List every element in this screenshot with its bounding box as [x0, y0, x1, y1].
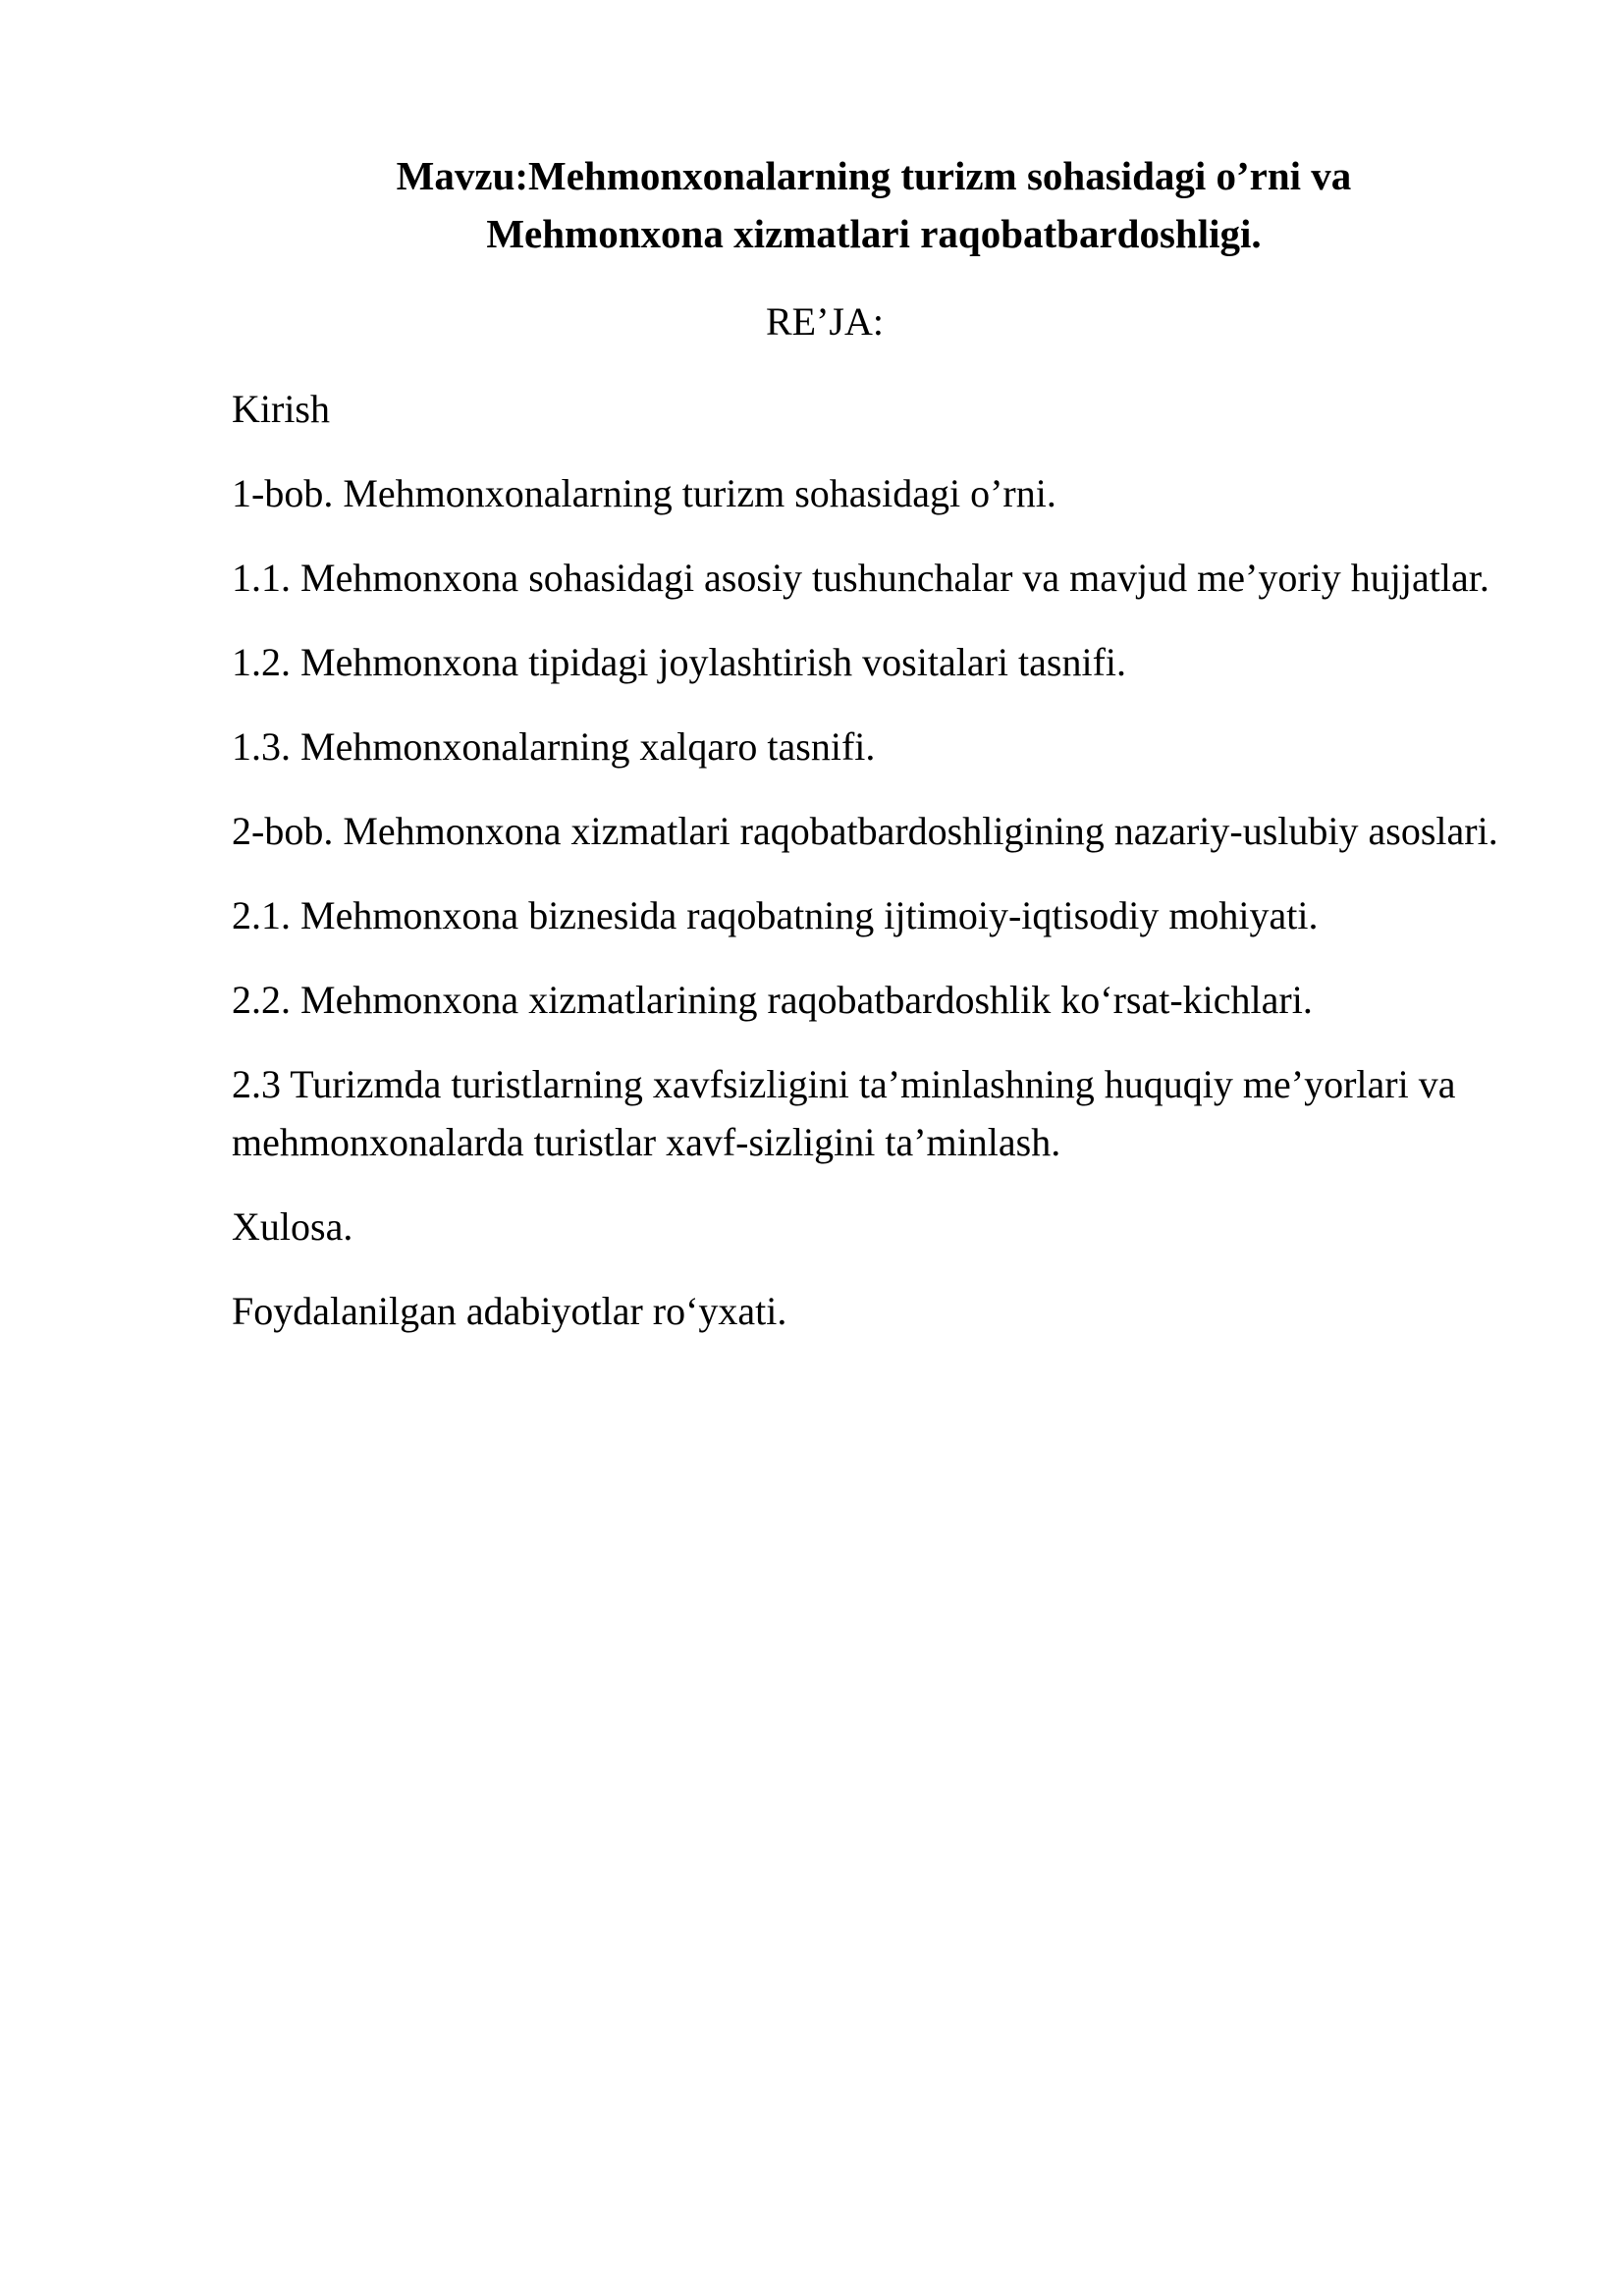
- toc-item-chapter-2: 2-bob. Mehmonxona xizmatlari raqobatbardoshligining nazariy-uslubiy asoslari.: [232, 809, 1498, 853]
- toc-item-2-3: 2.3 Turizmda turistlarning xavfsizligini ta’minlashning huquqiy me’yorlari va mehmonxonalarda turistlar xavf-sizligini ta’minlash.: [232, 1062, 1456, 1164]
- title-line-1: Mavzu:Mehmonxonalarning turizm sohasidagi o’rni va: [396, 153, 1352, 198]
- toc-item-introduction: Kirish: [232, 387, 330, 431]
- plan-heading: RE’JA:: [766, 299, 884, 344]
- table-of-contents: [232, 380, 1508, 1366]
- toc-item-chapter-1: 1-bob. Mehmonxonalarning turizm sohasidagi o’rni.: [232, 471, 1056, 515]
- toc-item-references: Foydalanilgan adabiyotlar ro‘yxati.: [232, 1289, 787, 1333]
- toc-item-2-2: 2.2. Mehmonxona xizmatlarining raqobatbardoshlik ko‘rsat-kichlari.: [232, 978, 1313, 1022]
- toc-item-1-1: 1.1. Mehmonxona sohasidagi asosiy tushunchalar va mavjud me’yoriy hujjatlar.: [232, 556, 1489, 600]
- toc-item-2-1: 2.1. Mehmonxona biznesida raqobatning ijtimoiy-iqtisodiy mohiyati.: [232, 893, 1319, 937]
- toc-item-1-3: 1.3. Mehmonxonalarning xalqaro tasnifi.: [232, 724, 876, 769]
- title-line-2: Mehmonxona xizmatlari raqobatbardoshligi.: [486, 211, 1262, 256]
- toc-item-1-2: 1.2. Mehmonxona tipidagi joylashtirish vositalari tasnifi.: [232, 640, 1126, 684]
- document-title: [295, 147, 1453, 263]
- toc-item-conclusion: Xulosa.: [232, 1204, 353, 1249]
